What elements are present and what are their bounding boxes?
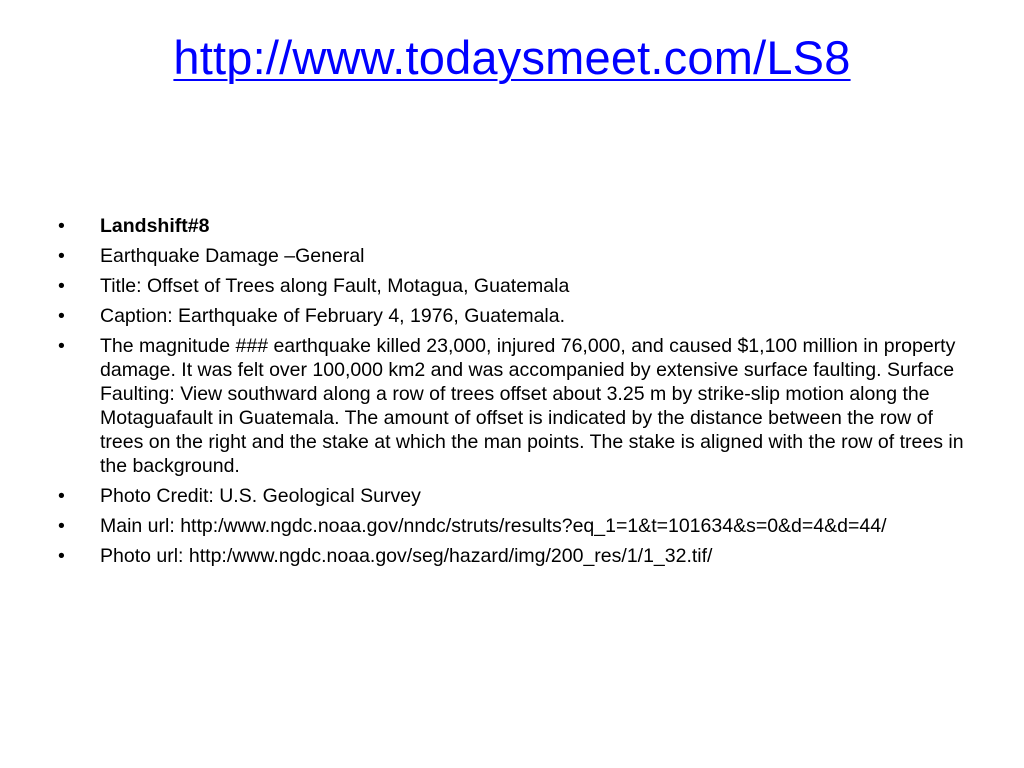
- bullet-list: [58, 214, 964, 574]
- bullet-icon: •: [58, 305, 65, 327]
- item-caption: Caption: Earthquake of February 4, 1976, Guatemala.: [100, 305, 566, 327]
- item-category: Earthquake Damage –General: [100, 245, 365, 267]
- bullet-icon: •: [58, 335, 65, 357]
- list-item: [58, 214, 964, 238]
- item-description: The magnitude ### earthquake killed 23,000, injured 76,000, and caused $1,100 million in property damage. It was felt over 100,000 km2 and was accompanied by extensive surface faulting. Surface Faulting: View southward along a row of trees offset about 3.25 m by strike-slip motion along the Motaguafault in Guatemala. The amount of offset is indicated by the distance between the row of trees on the right and the stake at which the man points. The stake is aligned with the row of trees in the background.: [100, 335, 964, 477]
- bullet-icon: •: [58, 515, 65, 537]
- list-item: [58, 544, 964, 568]
- item-main-url: Main url: http:/www.ngdc.noaa.gov/nndc/struts/results?eq_1=1&t=101634&s=0&d=4&d=44/: [100, 515, 887, 537]
- bullet-icon: •: [58, 485, 65, 507]
- title-link[interactable]: http://www.todaysmeet.com/LS8: [173, 31, 851, 84]
- list-item: [58, 334, 964, 478]
- list-item: [58, 514, 964, 538]
- list-item: [58, 304, 964, 328]
- item-photo-url: Photo url: http:/www.ngdc.noaa.gov/seg/hazard/img/200_res/1/1_32.tif/: [100, 545, 713, 567]
- item-title: Title: Offset of Trees along Fault, Motagua, Guatemala: [100, 275, 570, 297]
- list-item: [58, 244, 964, 268]
- item-landshift: Landshift#8: [100, 215, 210, 237]
- bullet-icon: •: [58, 275, 65, 297]
- bullet-icon: •: [58, 545, 65, 567]
- slide-title: [0, 28, 1024, 88]
- list-item: [58, 484, 964, 508]
- item-photo-credit: Photo Credit: U.S. Geological Survey: [100, 485, 421, 507]
- bullet-icon: •: [58, 245, 65, 267]
- list-item: [58, 274, 964, 298]
- bullet-icon: •: [58, 215, 65, 237]
